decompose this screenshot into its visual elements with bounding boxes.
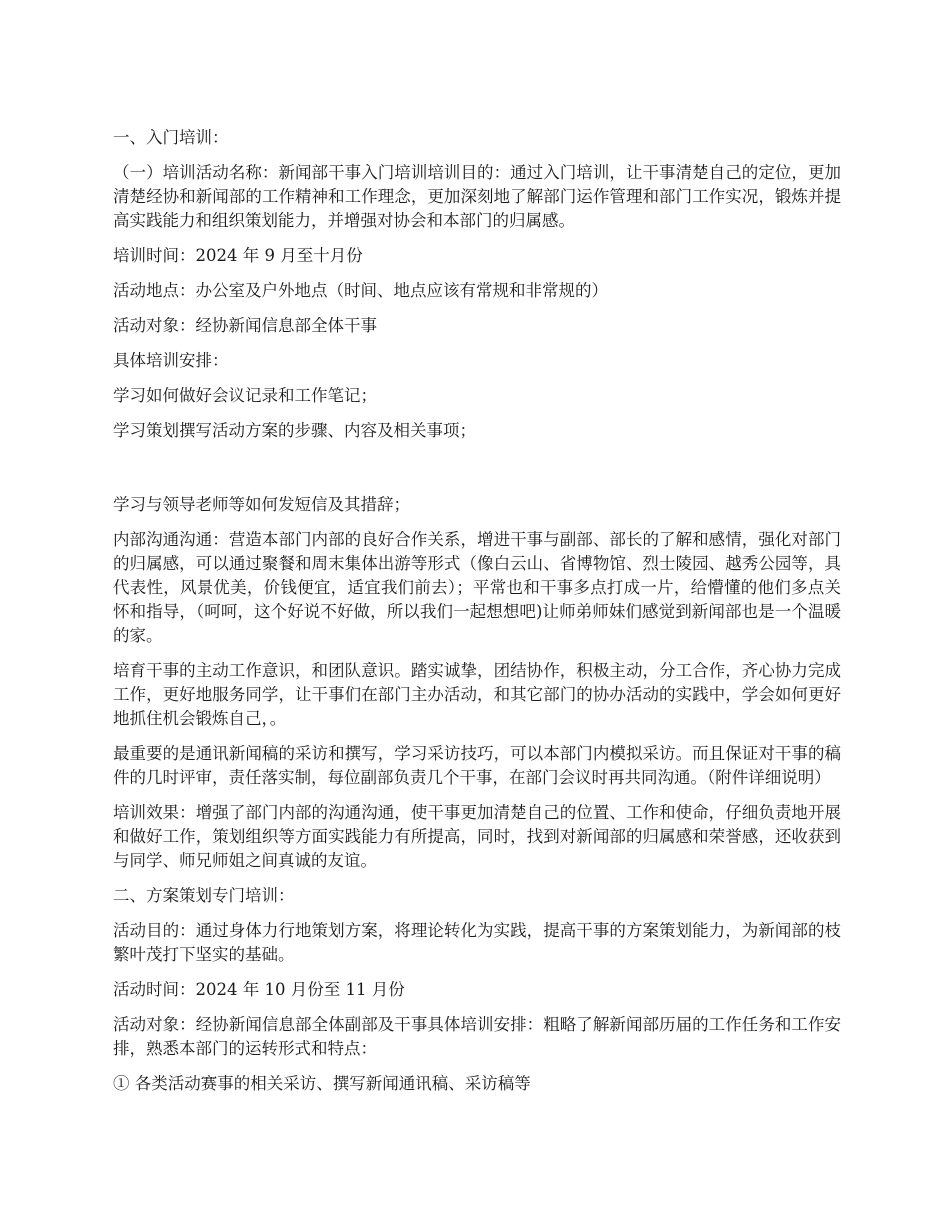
paragraph-internal-communication: 内部沟通沟通：营造本部门内部的良好合作关系，增进干事与副部、部长的了解和感情，强化对部门的归属感，可以通过聚餐和周末集体出游等形式（像白云山、省博物馆、烈士陵园、越秀公园等，具代表性，风景优美，价钱便宜，适宜我们前去）；平常也和干事多点打成一片，给懵懂的他们多点关怀和指导，（呵呵，这个好说不好做，所以我们一起想想吧)让师弟师妹们感觉到新闻部也是一个温暖的家。 <box>113 530 841 645</box>
section-heading-planning-training: 二、方案策划专门培训： <box>113 886 295 905</box>
paragraph-arrangement-item-notes: 学习如何做好会议记录和工作笔记； <box>113 386 377 405</box>
paragraph-activity-target-arrangement: 活动对象：经协新闻信息部全体副部及干事具体培训安排：粗略了解新闻部历届的工作任务和工作安排，熟悉本部门的运转形式和特点： <box>113 1015 841 1058</box>
paragraph-news-interview-writing: 最重要的是通讯新闻稿的采访和撰写，学习采访技巧，可以本部门内模拟采访。而且保证对干事的稿件的几时评审，责任落实制，每位副部负责几个干事，在部门会议时再共同沟通。（附件详细说明） <box>113 744 841 787</box>
paragraph-initiative-teamwork: 培育干事的主动工作意识，和团队意识。踏实诚挚，团结协作，积极主动，分工合作，齐心协力完成工作，更好地服务同学，让干事们在部门主办活动，和其它部门的协办活动的实践中，学会如何更好地抓住机会锻炼自己，。 <box>113 661 841 728</box>
blank-gap <box>113 454 841 493</box>
paragraph-arrangement-item-messages: 学习与领导老师等如何发短信及其措辞； <box>113 495 410 514</box>
paragraph-activity-location: 活动地点：办公室及户外地点（时间、地点应该有常规和非常规的） <box>113 281 608 300</box>
paragraph-training-time: 培训时间：2024 年 9 月至十月份 <box>113 246 363 265</box>
paragraph-activity-target: 活动对象：经协新闻信息部全体干事 <box>113 316 377 335</box>
paragraph-list-item-1: ① 各类活动赛事的相关采访、撰写新闻通讯稿、采访稿等 <box>113 1074 531 1093</box>
document-body <box>113 126 841 1107</box>
paragraph-training-effect: 培训效果：增强了部门内部的沟通沟通，使干事更加清楚自己的位置、工作和使命，仔细负责地开展和做好工作，策划组织等方面实践能力有所提高，同时，找到对新闻部的归属感和荣誉感，还收获到与同学、师兄师姐之间真诚的友谊。 <box>113 803 841 870</box>
paragraph-arrangement-item-planning: 学习策划撰写活动方案的步骤、内容及相关事项； <box>113 421 476 440</box>
paragraph-training-name-purpose: （一）培训活动名称：新闻部干事入门培训培训目的：通过入门培训，让干事清楚自己的定位，更加清楚经协和新闻部的工作精神和工作理念，更加深刻地了解部门运作管理和部门工作实况，锻炼并提高实践能力和组织策划能力，并增强对协会和本部门的归属感。 <box>113 163 841 230</box>
section-heading-entry-training: 一、入门培训： <box>113 128 229 147</box>
paragraph-activity-time: 活动时间：2024 年 10 月份至 11 月份 <box>113 980 405 999</box>
paragraph-training-arrangement-heading: 具体培训安排： <box>113 351 229 370</box>
paragraph-activity-purpose: 活动目的：通过身体力行地策划方案，将理论转化为实践，提高干事的方案策划能力，为新闻部的枝繁叶茂打下坚实的基础。 <box>113 921 841 964</box>
